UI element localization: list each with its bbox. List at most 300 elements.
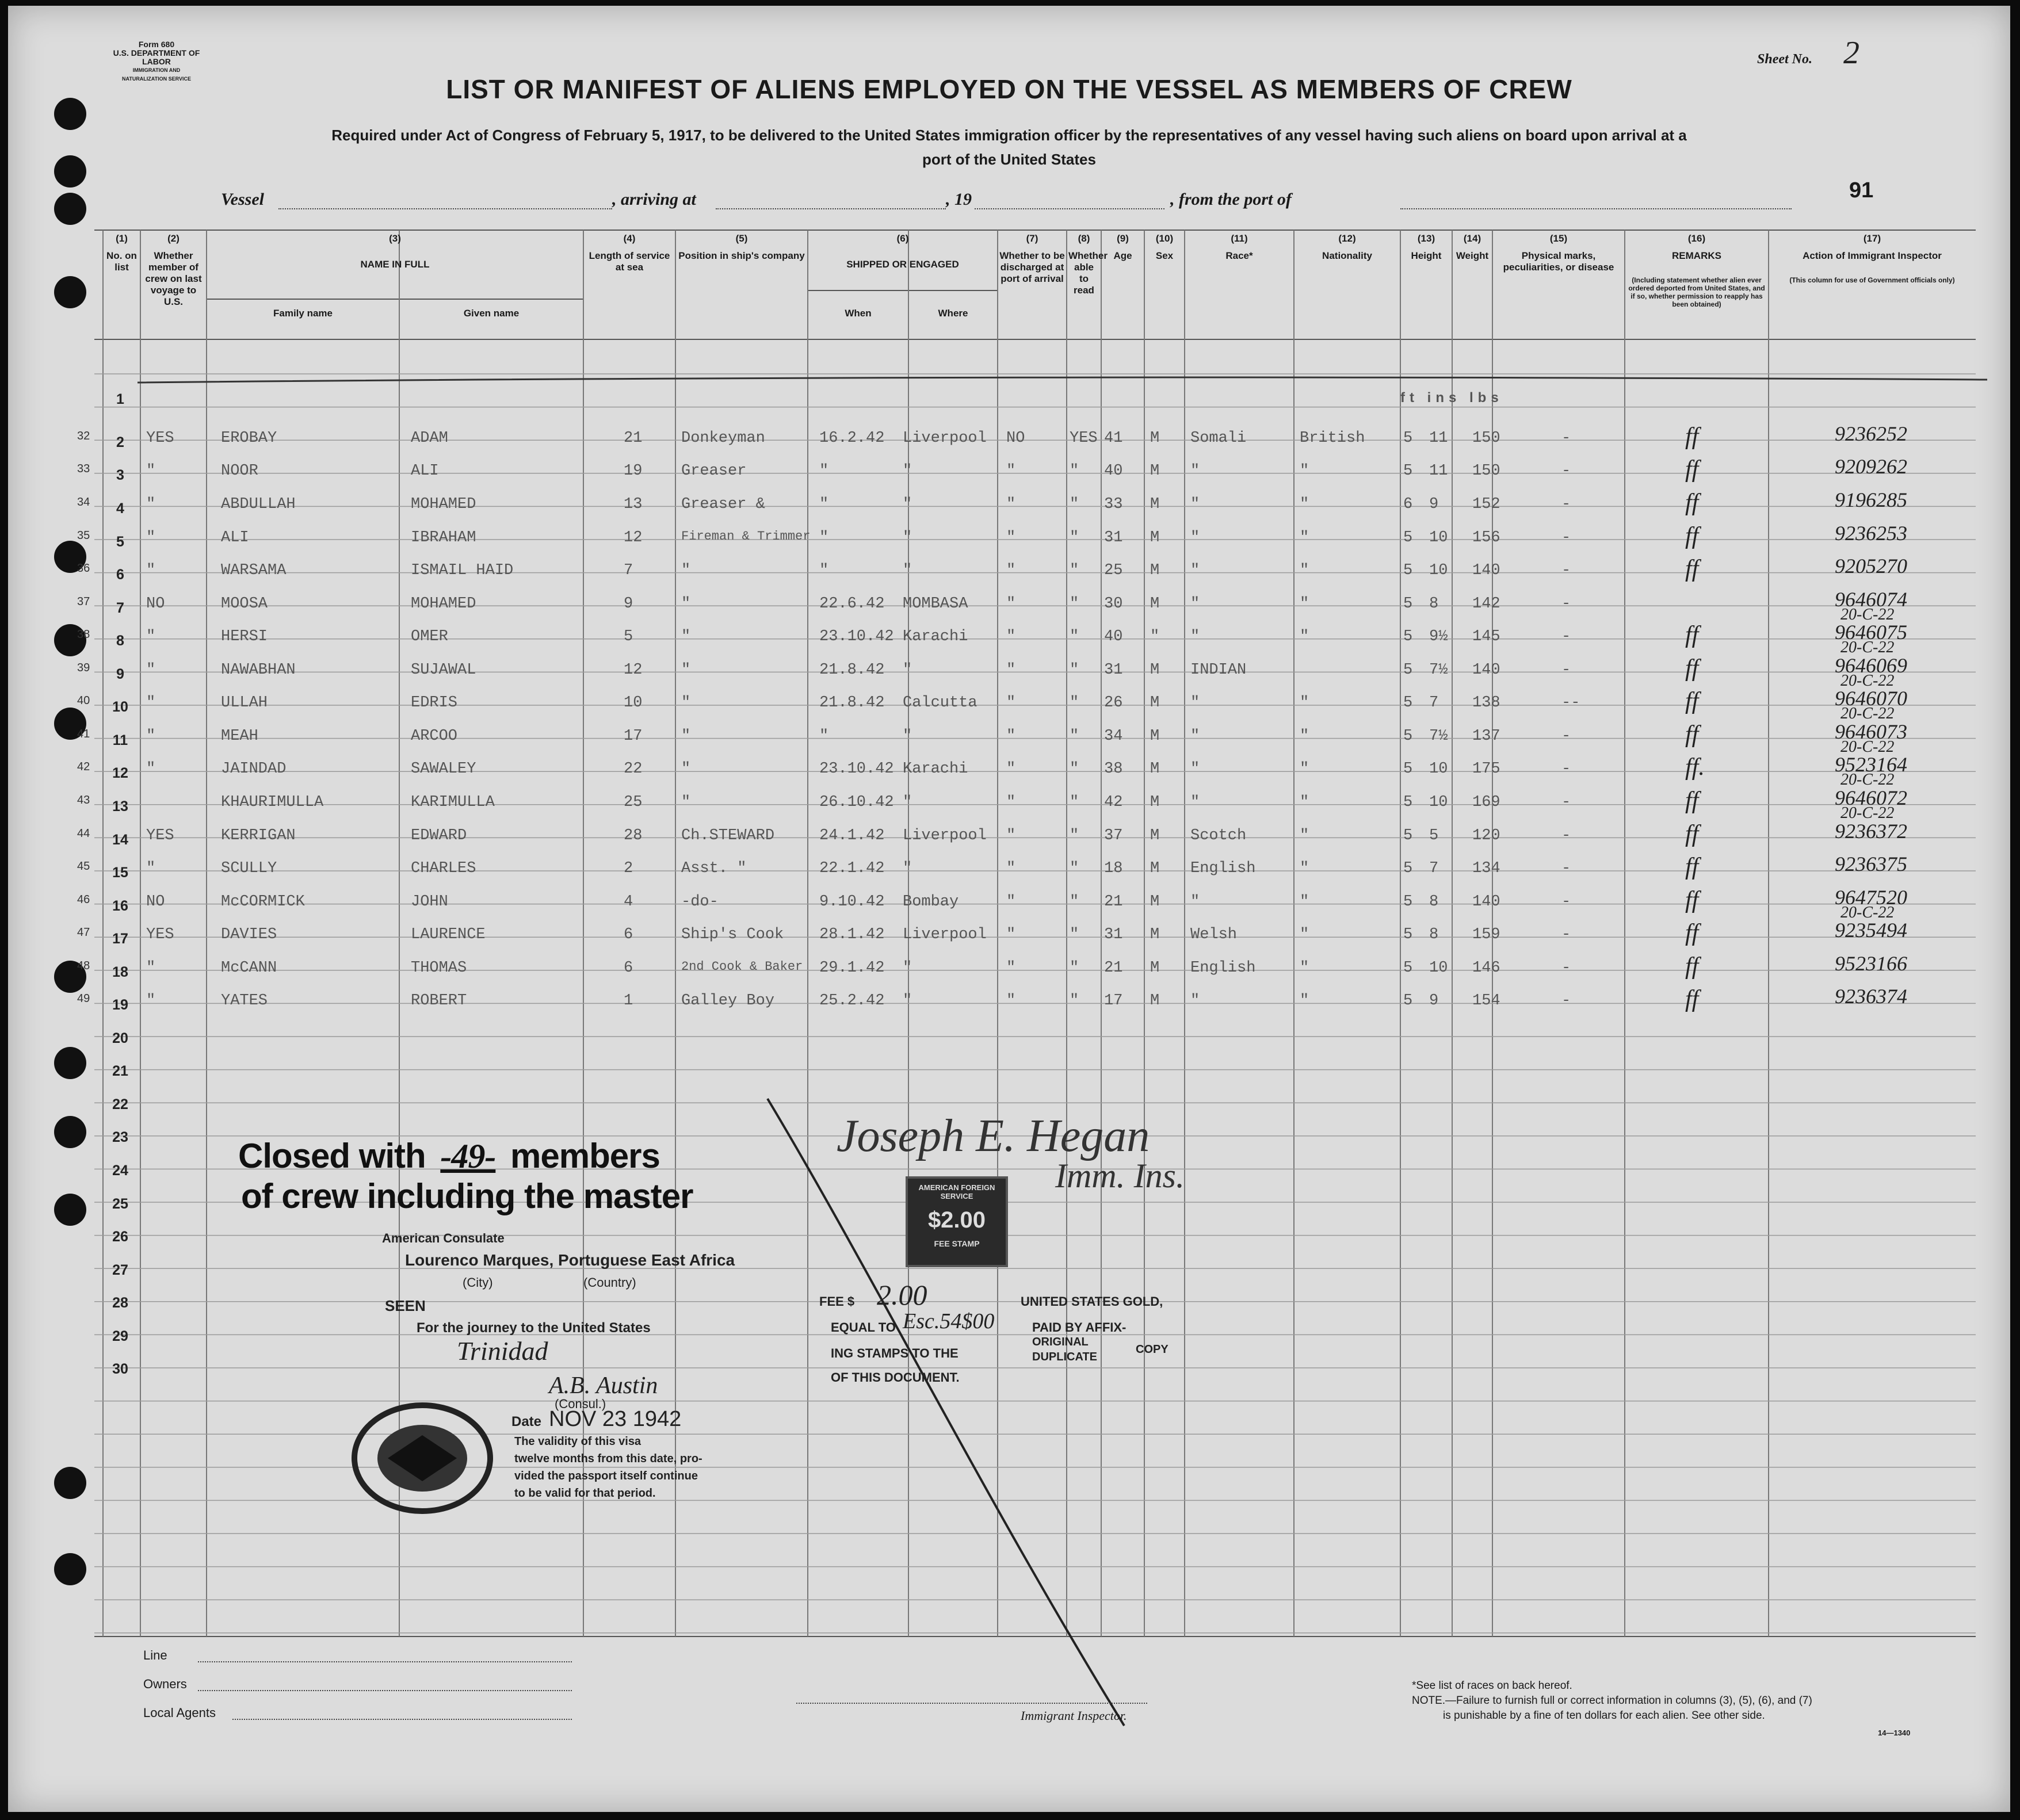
row-number: 15 (112, 865, 128, 881)
list-number: 49 (77, 992, 90, 1005)
age: 33 (1104, 496, 1123, 513)
shipped-where: " (903, 794, 912, 811)
shipped-when: " (819, 562, 829, 579)
column-number: (14) (1463, 233, 1481, 244)
prev-voyage: " (146, 462, 156, 480)
position: Ch.STEWARD (681, 827, 775, 844)
shipped-when: " (819, 529, 829, 546)
given-name: OMER (411, 628, 448, 645)
position: " (681, 662, 691, 679)
column-number: (5) (735, 233, 748, 244)
list-number: 44 (77, 827, 90, 840)
given-name: SAWALEY (411, 760, 476, 778)
family-name: ULLAH (221, 694, 268, 712)
equal-amount: Esc.54$00 (903, 1309, 995, 1333)
inspector-action-code: 20-C-22 (1840, 804, 1895, 822)
list-number: 36 (77, 562, 90, 575)
service-length: 25 (624, 794, 643, 811)
physical-marks: - (1561, 827, 1571, 844)
able-to-read: " (1070, 760, 1079, 778)
height-ins: 10 (1429, 760, 1448, 778)
column-number: (1) (116, 233, 128, 244)
able-to-read: " (1070, 794, 1079, 811)
weight: 145 (1472, 628, 1500, 645)
prev-voyage: " (146, 760, 156, 778)
weight: 152 (1472, 496, 1500, 513)
inspector-action: 9646074 (1835, 588, 1907, 611)
inspector-action: 9646072 (1835, 786, 1907, 809)
prev-voyage: " (146, 628, 156, 645)
shipped-where: " (903, 529, 912, 546)
race: English (1190, 860, 1256, 877)
column-note: (This column for use of Government officials only) (1789, 276, 1955, 284)
prev-voyage: " (146, 662, 156, 679)
inspector-action: 9236372 (1835, 820, 1907, 843)
sex: M (1150, 728, 1160, 745)
height-ins: 10 (1429, 529, 1448, 546)
height-ins: 9½ (1429, 628, 1448, 645)
position: Ship's Cook (681, 926, 784, 943)
row-number: 28 (112, 1295, 128, 1311)
inspector-action: 9205270 (1835, 555, 1907, 578)
position: -do- (681, 893, 719, 911)
sex: M (1150, 760, 1160, 778)
column-header: Height (1411, 250, 1442, 261)
service-length: 17 (624, 728, 643, 745)
sex: M (1150, 595, 1160, 613)
shipped-where: Bombay (903, 893, 959, 911)
able-to-read: " (1070, 628, 1079, 645)
column-number: (2) (167, 233, 180, 244)
row-number: 3 (116, 467, 124, 483)
fine-note-2: is punishable by a fine of ten dollars for each alien. See other side. (1443, 1710, 1765, 1722)
list-number: 41 (77, 728, 90, 740)
column-subheader: When (845, 308, 872, 319)
family-name: MOOSA (221, 595, 268, 613)
row-number: 6 (116, 567, 124, 583)
destination: Trinidad (457, 1336, 548, 1366)
able-to-read: YES (1070, 430, 1098, 447)
subtitle-line-1: Required under Act of Congress of February 5, 1917, to be delivered to the United States immigration officer by the representatives of any vessel having such aliens on board upon arrival at a (331, 127, 1687, 144)
position: Greaser & (681, 496, 765, 513)
department: U.S. DEPARTMENT OF LABOR (113, 48, 200, 66)
discharged: " (1006, 893, 1016, 911)
row-number: 30 (112, 1361, 128, 1377)
shipped-when: 21.8.42 (819, 662, 885, 679)
column-header: Position in ship's company (678, 250, 805, 261)
shipped-where: Calcutta (903, 694, 977, 712)
weight: 120 (1472, 827, 1500, 844)
shipped-when: 26.10.42 (819, 794, 894, 811)
form-code: 14—1340 (1878, 1729, 1911, 1737)
discharged: " (1006, 529, 1016, 546)
family-name: ALI (221, 529, 249, 546)
validity-line-1: The validity of this visa (514, 1435, 641, 1448)
discharged: " (1006, 760, 1016, 778)
physical-marks: - (1561, 893, 1571, 911)
able-to-read: " (1070, 992, 1079, 1010)
shipped-when: 23.10.42 (819, 760, 894, 778)
age: 21 (1104, 893, 1123, 911)
nationality: " (1300, 529, 1309, 546)
original-label: ORIGINAL (1032, 1336, 1089, 1348)
nationality: " (1300, 496, 1309, 513)
height-ins: 10 (1429, 562, 1448, 579)
validity-line-4: to be valid for that period. (514, 1487, 656, 1500)
service-length: 19 (624, 462, 643, 480)
sex: M (1150, 959, 1160, 977)
list-number: 42 (77, 760, 90, 773)
physical-marks: - (1561, 628, 1571, 645)
column-header: REMARKS (1672, 250, 1721, 261)
row-number: 10 (112, 699, 128, 715)
date-label: Date (511, 1414, 542, 1429)
given-name: ISMAIL HAID (411, 562, 514, 579)
physical-marks: - (1561, 926, 1571, 943)
column-number: (10) (1155, 233, 1174, 244)
given-name: ARCOO (411, 728, 458, 745)
prev-voyage: " (146, 992, 156, 1010)
height-ins: 7 (1429, 860, 1439, 877)
shipped-where: Liverpool (903, 827, 987, 844)
sex: M (1150, 893, 1160, 911)
inspector-action: 9646073 (1835, 720, 1907, 743)
shipped-where: Liverpool (903, 926, 987, 943)
consul-signature: A.B. Austin (549, 1372, 658, 1399)
family-name: SCULLY (221, 860, 277, 877)
row-number: 5 (116, 534, 124, 550)
height-ins: 10 (1429, 794, 1448, 811)
row-number: 19 (112, 997, 128, 1013)
height-ins: 8 (1429, 926, 1439, 943)
row-number: 23 (112, 1129, 128, 1145)
consulate-date: NOV 23 1942 (549, 1407, 682, 1431)
row-number: 12 (112, 765, 128, 781)
given-name: THOMAS (411, 959, 467, 977)
weight: 154 (1472, 992, 1500, 1010)
inspector-action: 9236253 (1835, 522, 1907, 545)
weight: 140 (1472, 893, 1500, 911)
fee-amount: 2.00 (877, 1279, 927, 1311)
remark-initials: ff (1685, 655, 1699, 682)
given-name: ADAM (411, 430, 448, 447)
shipped-when: 22.6.42 (819, 595, 885, 613)
remark-initials: ff (1685, 787, 1699, 814)
column-note: (Including statement whether alien ever ordered deported from United States, and if so, whether permission to reapply has been obtained) (1628, 276, 1765, 308)
race: INDIAN (1190, 662, 1247, 679)
inspector-action: 9646075 (1835, 621, 1907, 644)
remark-initials: ff (1685, 556, 1699, 582)
inspector-action: 9236374 (1835, 985, 1907, 1008)
physical-marks: - (1561, 728, 1571, 745)
closing-text-end: members (510, 1137, 660, 1175)
height-ft: 5 (1403, 794, 1413, 811)
row-number: 16 (112, 898, 128, 914)
column-header: Whether to be discharged at port of arrival (999, 250, 1065, 284)
height-ft: 5 (1403, 462, 1413, 480)
inspector-action-code: 20-C-22 (1840, 705, 1895, 722)
position: Donkeyman (681, 430, 765, 447)
position: Asst. " (681, 860, 747, 877)
row-number: 21 (112, 1063, 128, 1079)
nationality: " (1300, 728, 1309, 745)
row-number: 22 (112, 1096, 128, 1112)
service-length: 21 (624, 430, 643, 447)
physical-marks: - (1561, 959, 1571, 977)
family-name: YATES (221, 992, 268, 1010)
list-number: 46 (77, 893, 90, 906)
remark-initials: ff. (1685, 754, 1705, 781)
inspector-action: 9646069 (1835, 654, 1907, 677)
list-number: 47 (77, 926, 90, 939)
physical-marks: - (1561, 860, 1571, 877)
document-label: OF THIS DOCUMENT. (831, 1370, 960, 1385)
able-to-read: " (1070, 926, 1079, 943)
age: 31 (1104, 529, 1123, 546)
row-number: 7 (116, 600, 124, 616)
prev-voyage: NO (146, 893, 165, 911)
height-ins: 10 (1429, 959, 1448, 977)
column-header: Whether member of crew on last voyage to U.S. (145, 250, 202, 307)
age: 26 (1104, 694, 1123, 712)
age: 42 (1104, 794, 1123, 811)
prev-voyage: " (146, 959, 156, 977)
nationality: " (1300, 827, 1309, 844)
list-number: 38 (77, 628, 90, 641)
nationality: " (1300, 794, 1309, 811)
able-to-read: " (1070, 827, 1079, 844)
race: English (1190, 959, 1256, 977)
races-note: *See list of races on back hereof. (1412, 1680, 1572, 1692)
column-header: Nationality (1322, 250, 1372, 261)
family-name: McCANN (221, 959, 277, 977)
fine-note: NOTE.—Failure to furnish full or correct information in columns (3), (5), (6), and (7) (1412, 1695, 1812, 1707)
service: IMMIGRATION AND NATURALIZATION SERVICE (121, 67, 191, 82)
prev-voyage: NO (146, 595, 165, 613)
row-number: 18 (112, 964, 128, 980)
service-length: 9 (624, 595, 633, 613)
manifest-sheet (8, 6, 2010, 1812)
height-ft: 5 (1403, 628, 1413, 645)
inspector-action: 9646070 (1835, 687, 1907, 710)
nationality: " (1300, 628, 1309, 645)
service-length: 10 (624, 694, 643, 712)
shipped-where: Liverpool (903, 430, 987, 447)
physical-marks: - (1561, 595, 1571, 613)
remark-initials: ff (1685, 721, 1699, 748)
age: 17 (1104, 992, 1123, 1010)
height-ft: 5 (1403, 595, 1413, 613)
discharged: " (1006, 860, 1016, 877)
height-ins: 7½ (1429, 728, 1448, 745)
family-name: MEAH (221, 728, 258, 745)
column-subheader: Family name (273, 308, 333, 319)
given-name: ROBERT (411, 992, 467, 1010)
row-number: 4 (116, 500, 124, 517)
discharged: " (1006, 694, 1016, 712)
inspector-title: Imm. Ins. (1055, 1157, 1185, 1195)
row-number: 13 (112, 798, 128, 815)
row-number: 2 (116, 434, 124, 450)
remark-initials: ff (1685, 688, 1699, 714)
height-ins: 9 (1429, 992, 1439, 1010)
column-subheader: Where (938, 308, 968, 319)
footer-agents-label: Local Agents (143, 1706, 216, 1720)
shipped-where: " (903, 662, 912, 679)
inspector-action-code: 20-C-22 (1840, 904, 1895, 922)
column-header: NAME IN FULL (360, 259, 430, 270)
footer-agents-field (232, 1719, 572, 1720)
paid-label: PAID BY AFFIX- (1032, 1320, 1127, 1335)
shipped-where: " (903, 562, 912, 579)
remark-initials: ff (1685, 986, 1699, 1012)
remark-initials: ff (1685, 953, 1699, 980)
remark-initials: ff (1685, 490, 1699, 516)
journey-label: For the journey to the United States (417, 1320, 651, 1336)
age: 37 (1104, 827, 1123, 844)
sex: M (1150, 860, 1160, 877)
row-number: 14 (112, 832, 128, 848)
physical-marks: - (1561, 496, 1571, 513)
list-number: 39 (77, 662, 90, 674)
sex: M (1150, 992, 1160, 1010)
inspector-action: 9523166 (1835, 952, 1907, 975)
weight: 140 (1472, 562, 1500, 579)
discharged: " (1006, 728, 1016, 745)
shipped-when: 23.10.42 (819, 628, 894, 645)
nationality: " (1300, 926, 1309, 943)
row-number: 29 (112, 1328, 128, 1344)
family-name: JAINDAD (221, 760, 287, 778)
height-ft: 5 (1403, 728, 1413, 745)
list-number: 45 (77, 860, 90, 873)
height-ins: 8 (1429, 595, 1439, 613)
height-ins: 7½ (1429, 662, 1448, 679)
race: " (1190, 595, 1200, 613)
service-length: 12 (624, 529, 643, 546)
weight: 169 (1472, 794, 1500, 811)
height-ft: 5 (1403, 860, 1413, 877)
able-to-read: " (1070, 959, 1079, 977)
consul-label: (Consul.) (555, 1397, 606, 1411)
height-ft: 5 (1403, 430, 1413, 447)
row-number: 1 (116, 391, 124, 407)
nationality: " (1300, 760, 1309, 778)
race: " (1190, 893, 1200, 911)
nationality: " (1300, 992, 1309, 1010)
vessel-label: Vessel (221, 190, 264, 209)
weight: 142 (1472, 595, 1500, 613)
age: 38 (1104, 760, 1123, 778)
race: " (1190, 462, 1200, 480)
nationality: " (1300, 860, 1309, 877)
prev-voyage: " (146, 728, 156, 745)
sex: M (1150, 562, 1160, 579)
height-ins: 9 (1429, 496, 1439, 513)
prev-voyage: YES (146, 827, 174, 844)
row-number: 26 (112, 1229, 128, 1245)
service-length: 6 (624, 959, 633, 977)
column-header: Physical marks, peculiarities, or disease (1503, 250, 1614, 273)
row-number: 8 (116, 633, 124, 649)
shipped-when: 24.1.42 (819, 827, 885, 844)
fee-stamp-top: AMERICAN FOREIGN SERVICE (918, 1183, 995, 1200)
remark-initials: ff (1685, 622, 1699, 648)
column-number: (8) (1078, 233, 1090, 244)
position: " (681, 760, 691, 778)
able-to-read: " (1070, 694, 1079, 712)
service-length: 7 (624, 562, 633, 579)
prev-voyage: " (146, 529, 156, 546)
weight: 156 (1472, 529, 1500, 546)
sheet-label: Sheet No. (1757, 52, 1812, 67)
sex: " (1150, 628, 1160, 645)
column-header: Action of Immigrant Inspector (1803, 250, 1942, 261)
shipped-when: 9.10.42 (819, 893, 885, 911)
shipped-when: " (819, 496, 829, 513)
given-name: LAURENCE (411, 926, 486, 943)
race: " (1190, 628, 1200, 645)
discharged: NO (1006, 430, 1025, 447)
shipped-when: 29.1.42 (819, 959, 885, 977)
shipped-when: " (819, 728, 829, 745)
able-to-read: " (1070, 529, 1079, 546)
race: " (1190, 992, 1200, 1010)
list-number: 34 (77, 496, 90, 508)
inspector-action: 9647520 (1835, 886, 1907, 909)
fee-stamp-bottom: FEE STAMP (934, 1239, 980, 1248)
subtitle-line-2: port of the United States (922, 151, 1096, 168)
column-header: Race* (1225, 250, 1253, 261)
column-number: (11) (1231, 233, 1248, 244)
weight: 140 (1472, 662, 1500, 679)
able-to-read: " (1070, 728, 1079, 745)
remark-initials: ff (1685, 920, 1699, 946)
race: " (1190, 760, 1200, 778)
physical-marks: - (1561, 562, 1571, 579)
shipped-where: Karachi (903, 628, 968, 645)
given-name: ALI (411, 462, 439, 480)
position: " (681, 694, 691, 712)
shipped-where: " (903, 959, 912, 977)
inspector-signature: Joseph E. Hegan (837, 1111, 1150, 1161)
duplicate-label: DUPLICATE (1032, 1351, 1097, 1363)
position: " (681, 595, 691, 613)
sex: M (1150, 496, 1160, 513)
service-length: 13 (624, 496, 643, 513)
able-to-read: " (1070, 562, 1079, 579)
list-number: 48 (77, 959, 90, 972)
column-header: Length of service at sea (589, 250, 670, 273)
fee-currency: UNITED STATES GOLD, (1021, 1294, 1163, 1309)
race: " (1190, 562, 1200, 579)
age: 31 (1104, 662, 1123, 679)
shipped-when: " (819, 462, 829, 480)
column-subheader: Given name (463, 308, 520, 319)
physical-marks: -- (1561, 694, 1580, 712)
sex: M (1150, 462, 1160, 480)
year-label: , 19 (946, 190, 972, 209)
position: Galley Boy (681, 992, 775, 1010)
height-ft: 5 (1403, 760, 1413, 778)
height-ft: 5 (1403, 562, 1413, 579)
discharged: " (1006, 827, 1016, 844)
shipped-where: MOMBASA (903, 595, 968, 613)
inspector-action-code: 20-C-22 (1840, 738, 1895, 756)
shipped-where: " (903, 462, 912, 480)
physical-marks: - (1561, 462, 1571, 480)
service-length: 4 (624, 893, 633, 911)
